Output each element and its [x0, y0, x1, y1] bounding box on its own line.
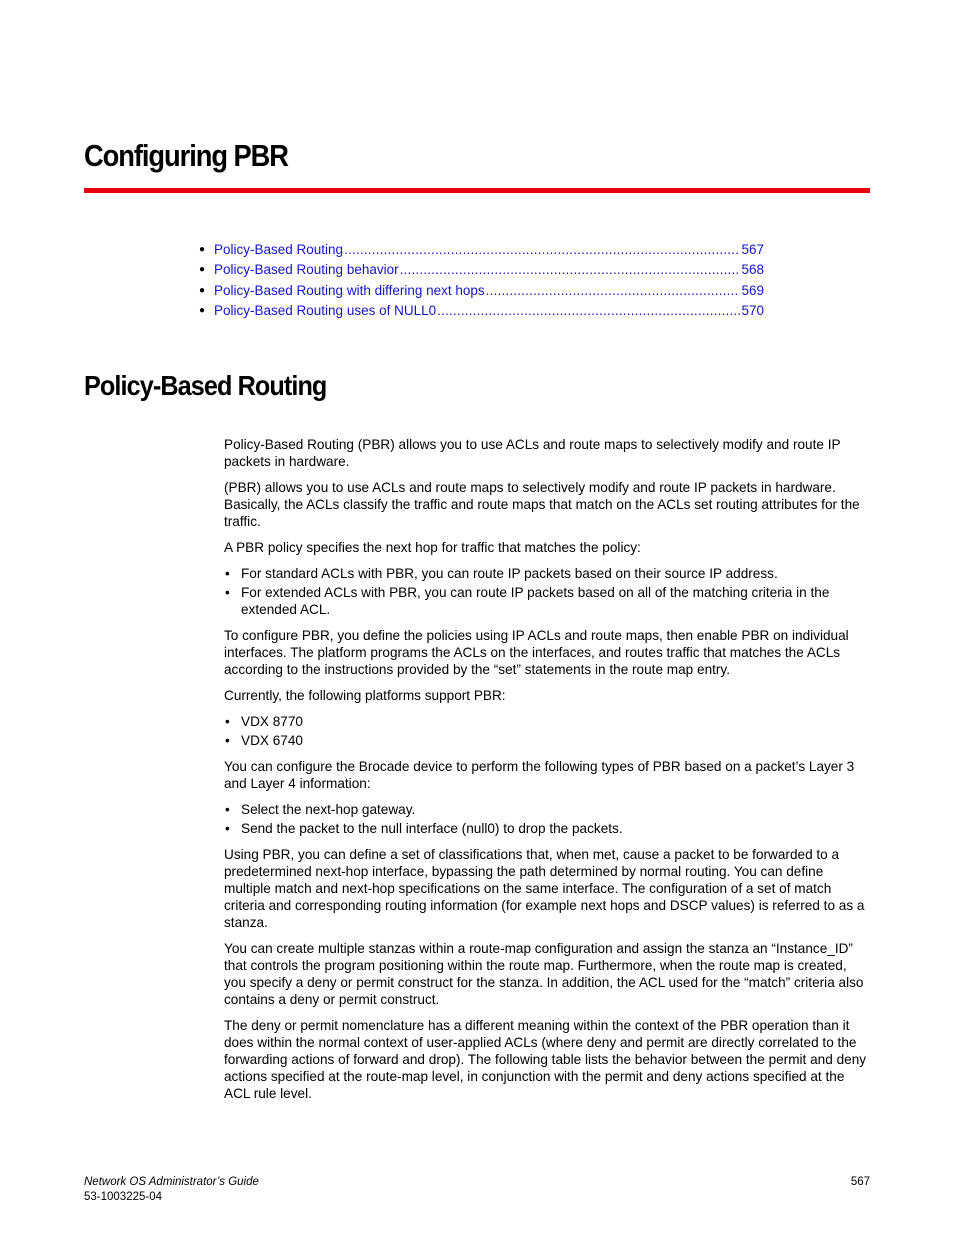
toc-item-page: 568	[741, 262, 764, 278]
toc-leader-dots	[486, 281, 741, 301]
toc-item[interactable]	[199, 260, 764, 280]
chapter-title: Configuring PBR	[84, 138, 288, 173]
toc-item-label: Policy-Based Routing with differing next hops	[214, 282, 485, 298]
bullet-icon: •	[225, 714, 230, 729]
bullet-icon: ●	[199, 244, 206, 255]
list-item	[224, 801, 869, 818]
toc-leader-dots	[344, 240, 740, 260]
toc-item-label: Policy-Based Routing behavior	[214, 262, 399, 278]
list-item-text: Send the packet to the null interface (null0) to drop the packets.	[241, 821, 623, 836]
list-item-text: For standard ACLs with PBR, you can route IP packets based on their source IP address.	[241, 566, 778, 581]
paragraph: Policy-Based Routing (PBR) allows you to use ACLs and route maps to selectively modify and route IP packets in hardware.	[224, 437, 841, 469]
bullet-icon: •	[225, 821, 230, 836]
bullet-list	[224, 801, 869, 837]
list-item	[224, 713, 869, 730]
list-item	[224, 565, 869, 582]
footer	[84, 1175, 259, 1205]
list-item	[224, 584, 869, 618]
toc-item-label: Policy-Based Routing uses of NULL0	[214, 302, 437, 318]
chapter-title-rule	[84, 188, 870, 193]
footer-page-number: 567	[850, 1176, 870, 1188]
bullet-icon: ●	[199, 304, 206, 316]
bullet-icon: ●	[199, 284, 206, 296]
toc-item[interactable]	[199, 240, 764, 260]
toc-link[interactable]	[214, 281, 764, 301]
footer-doc-number: 53-1003225-04	[84, 1191, 163, 1203]
paragraph: You can create multiple stanzas within a route-map configuration and assign the stanza an “Instance_ID” that controls the program positioning within the route map. Furthermore, when the route map is created, you specify a deny or permit construct for the stanza. In addition, the ACL used for the “match” criteria also contains a deny or permit construct.	[224, 941, 864, 1007]
paragraph: (PBR) allows you to use ACLs and route maps to selectively modify and route IP packets in hardware. Basically, the ACLs classify the traffic and route maps that match on the ACLs set routing attributes for the traffic.	[224, 480, 860, 529]
toc-leader-dots	[400, 260, 741, 280]
bullet-list	[224, 713, 869, 749]
paragraph: Using PBR, you can define a set of classifications that, when met, cause a packet to be forwarded to a predetermined next-hop interface, bypassing the path determined by normal routing. You can define multiple match and next-hop specifications on the same interface. The configuration of a set of match criteria and corresponding routing information (for example next hops and DSCP values) is referred to as a stanza.	[224, 847, 865, 930]
toc-link[interactable]	[214, 260, 764, 280]
list-item-text: Select the next-hop gateway.	[241, 802, 416, 817]
paragraph: A PBR policy specifies the next hop for traffic that matches the policy:	[224, 540, 641, 555]
toc-link[interactable]	[214, 240, 764, 260]
bullet-icon: •	[225, 566, 230, 581]
bullet-icon: •	[225, 585, 230, 600]
toc-leader-dots	[437, 301, 740, 321]
toc-item-page: 569	[741, 282, 764, 298]
table-of-contents	[199, 240, 764, 321]
paragraph: The deny or permit nomenclature has a different meaning within the context of the PBR operation than it does within the normal context of user-applied ACLs (where deny and permit are directly correlated to the forwarding actions of forward and drop). The following table lists the behavior between the permit and deny actions specified at the route-map level, in conjunction with the permit and deny actions specified at the ACL rule level.	[224, 1018, 867, 1101]
list-item	[224, 820, 869, 837]
toc-link[interactable]	[214, 301, 764, 321]
bullet-icon: ●	[199, 264, 206, 276]
toc-item[interactable]	[199, 281, 764, 301]
list-item-text: VDX 8770	[241, 714, 303, 729]
toc-item-page: 570	[741, 302, 764, 318]
toc-item-label: Policy-Based Routing	[214, 242, 344, 257]
footer-guide-title: Network OS Administrator’s Guide	[84, 1176, 259, 1188]
list-item-text: VDX 6740	[241, 733, 303, 748]
list-item	[224, 732, 869, 749]
bullet-icon: •	[225, 802, 230, 817]
list-item-text: For extended ACLs with PBR, you can route IP packets based on all of the matching criteria in the extended ACL.	[241, 585, 830, 617]
bullet-icon: •	[225, 733, 230, 748]
paragraph: To configure PBR, you define the policies using IP ACLs and route maps, then enable PBR on individual interfaces. The platform programs the ACLs on the interfaces, and routes traffic that matches the ACLs according to the instructions provided by the “set” statements in the route map entry.	[224, 628, 849, 677]
section-title: Policy-Based Routing	[84, 370, 327, 401]
toc-item-page: 567	[741, 242, 764, 257]
section-body	[224, 436, 869, 1111]
bullet-list	[224, 565, 869, 618]
paragraph: Currently, the following platforms support PBR:	[224, 688, 506, 703]
toc-item[interactable]	[199, 301, 764, 321]
paragraph: You can configure the Brocade device to perform the following types of PBR based on a packet’s Layer 3 and Layer 4 information:	[224, 759, 855, 791]
